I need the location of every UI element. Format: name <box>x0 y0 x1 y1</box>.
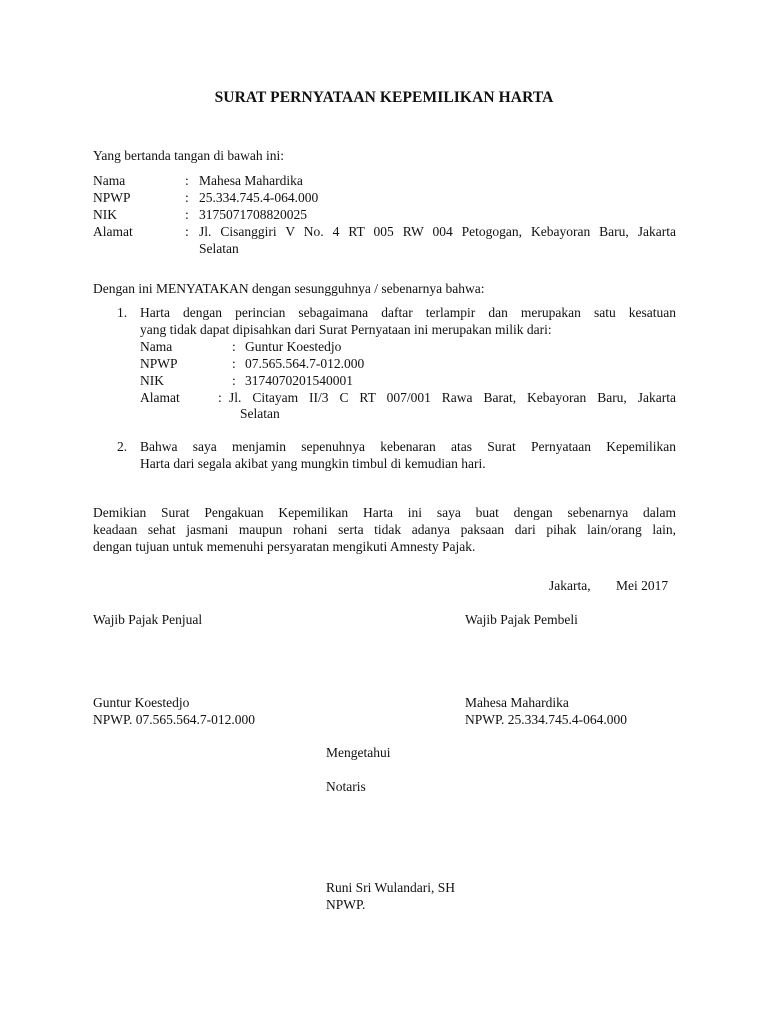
place-city: Jakarta, <box>549 578 591 593</box>
field-colon: : <box>232 356 236 371</box>
owner-npwp-row <box>140 356 676 372</box>
field-label: Nama <box>140 339 173 354</box>
buyer-name: Mahesa Mahardika <box>465 695 569 710</box>
buyer-role: Wajib Pajak Pembeli <box>465 612 578 627</box>
field-value-cont: Selatan <box>199 241 239 256</box>
field-value: 07.565.564.7-012.000 <box>245 356 365 371</box>
notary-npwp: NPWP. <box>326 897 366 912</box>
item1-line1: Harta dengan perincian sebagaimana daftar terlampir dan merupakan satu kesatuan <box>140 305 676 320</box>
intro-text: Yang bertanda tangan di bawah ini: <box>93 148 284 163</box>
seller-role: Wajib Pajak Penjual <box>93 612 203 627</box>
field-colon: : <box>232 373 236 388</box>
item1-line2: yang tidak dapat dipisahkan dari Surat Pernyataan ini merupakan milik dari: <box>140 322 552 337</box>
field-label: Alamat <box>93 224 133 239</box>
item2-line1: Bahwa saya menjamin sepenuhnya kebenaran atas Surat Pernyataan Kepemilikan <box>140 439 676 454</box>
field-value: 3175071708820025 <box>199 207 307 222</box>
field-colon: : <box>185 224 189 239</box>
notary-role: Notaris <box>326 779 366 794</box>
field-value: Jl. Cisanggiri V No. 4 RT 005 RW 004 Petogogan, Kebayoran Baru, Jakarta <box>199 224 676 239</box>
document-title: SURAT PERNYATAAN KEPEMILIKAN HARTA <box>214 89 554 106</box>
closing-line3: dengan tujuan untuk memenuhi persyaratan mengikuti Amnesty Pajak. <box>93 539 476 554</box>
field-label: NIK <box>140 373 164 388</box>
declarant-address-row <box>93 224 676 240</box>
field-value-cont: Selatan <box>240 406 280 421</box>
field-value: 25.334.745.4-064.000 <box>199 190 319 205</box>
statement-intro: Dengan ini MENYATAKAN dengan sesungguhnya / sebenarnya bahwa: <box>93 281 485 296</box>
notary-name: Runi Sri Wulandari, SH <box>326 880 455 895</box>
field-value: Jl. Citayam II/3 C RT 007/001 Rawa Barat, Kebayoran Baru, Jakarta <box>229 390 676 405</box>
declarant-npwp-row <box>93 190 676 206</box>
list-number: 2. <box>117 439 128 454</box>
seller-name: Guntur Koestedjo <box>93 695 190 710</box>
closing-line2: keadaan sehat jasmani maupun rohani serta tidak adanya paksaan dari pihak lain/orang lain, <box>93 522 676 537</box>
field-colon: : <box>185 173 189 188</box>
field-colon: : <box>185 190 189 205</box>
field-label: NIK <box>93 207 117 222</box>
field-label: Nama <box>93 173 126 188</box>
owner-nik-row <box>140 373 676 389</box>
buyer-npwp: NPWP. 25.334.745.4-064.000 <box>465 712 628 727</box>
field-colon: : <box>218 390 222 405</box>
owner-name-row <box>140 339 676 355</box>
field-value: 3174070201540001 <box>245 373 353 388</box>
field-colon: : <box>232 339 236 354</box>
acknowledgement-label: Mengetahui <box>326 745 391 760</box>
list-number: 1. <box>117 305 128 320</box>
owner-address-row <box>140 390 676 406</box>
declarant-name-row <box>93 173 676 189</box>
field-value: Guntur Koestedjo <box>245 339 342 354</box>
field-colon: : <box>185 207 189 222</box>
field-label: NPWP <box>140 356 178 371</box>
field-value: Mahesa Mahardika <box>199 173 303 188</box>
declarant-nik-row <box>93 207 676 223</box>
item2-line2: Harta dari segala akibat yang mungkin timbul di kemudian hari. <box>140 456 486 471</box>
closing-line1: Demikian Surat Pengakuan Kepemilikan Harta ini saya buat dengan sebenarnya dalam <box>93 505 676 520</box>
field-label: NPWP <box>93 190 131 205</box>
place-date: Mei 2017 <box>616 578 669 593</box>
field-label: Alamat <box>140 390 180 405</box>
seller-npwp: NPWP. 07.565.564.7-012.000 <box>93 712 256 727</box>
